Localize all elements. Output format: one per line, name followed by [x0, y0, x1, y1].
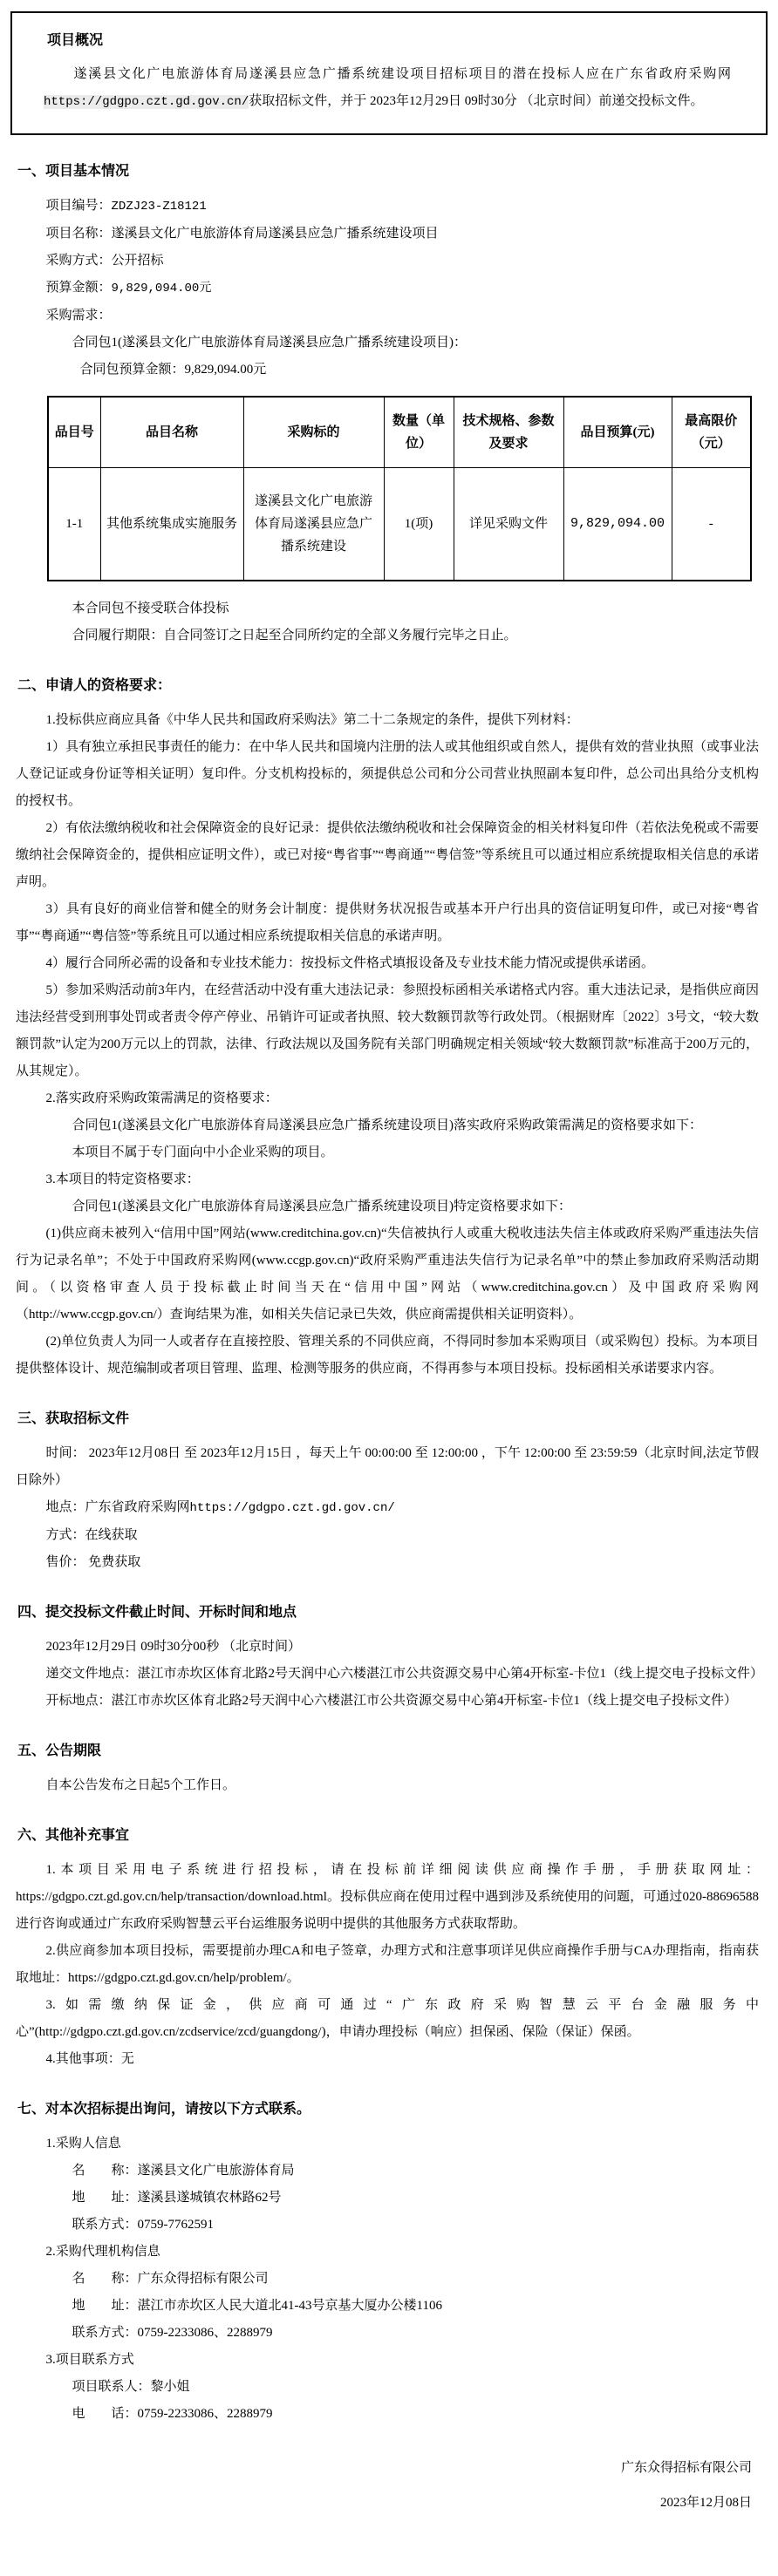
doc-obtain-place-label: 地点：广东省政府采购网: [45, 1500, 190, 1514]
field-project-name-label: 项目名称：: [45, 227, 112, 241]
field-budget-amount-value: 9,829,094.00元: [111, 282, 212, 296]
table-row: [48, 468, 751, 581]
td-tech-specs: 详见采购文件: [454, 468, 563, 581]
qualification-item-2: 2.落实政府采购政策需满足的资格要求：: [45, 1091, 278, 1105]
bid-open-place: 开标地点：湛江市赤坎区体育北路2号天润中心六楼湛江市公共资源交易中心第4开标室-卡位1（线上提交电子投标文件）: [45, 1694, 738, 1708]
table-header-row: [48, 397, 751, 468]
doc-obtain-place-url: https://gdgpo.czt.gd.gov.cn/: [189, 1501, 395, 1515]
note-contract-period: 合同履行期限：自合同签订之日起至合同所约定的全部义务履行完毕之日止。: [72, 629, 517, 642]
qualification-item-2-package: 合同包1(遂溪县文化广电旅游体育局遂溪县应急广播系统建设项目)落实政府采购政策需满足的资格要求如下：: [72, 1118, 702, 1132]
procurement-items-table: [47, 396, 752, 581]
td-item-no: 1-1: [48, 468, 100, 581]
supplement-item-4: 4.其他事项：无: [45, 2052, 134, 2066]
footer-date: 2023年12月08日: [659, 2496, 752, 2510]
qualification-item-3-package: 合同包1(遂溪县文化广电旅游体育局遂溪县应急广播系统建设项目)特定资格要求如下：: [72, 1200, 571, 1213]
td-quantity-unit: 1(项): [384, 468, 454, 581]
td-max-price: -: [672, 468, 751, 581]
field-project-number: [16, 193, 759, 221]
purchaser-address: 地 址：遂溪县遂城镇农林路62号: [72, 2191, 282, 2205]
td-procurement-target: 遂溪县文化广电旅游体育局遂溪县应急广播系统建设: [243, 468, 384, 581]
overview-text-after: 获取招标文件，并于 2023年12月29日 09时30分 （北京时间）前递交投标文件。: [249, 94, 704, 108]
package-budget-line: 合同包预算金额：9,829,094.00元: [79, 363, 267, 377]
project-contact-phone: 电 话：0759-2233086、2288979: [72, 2407, 273, 2421]
package-line: 合同包1(遂溪县文化广电旅游体育局遂溪县应急广播系统建设项目)：: [72, 336, 467, 350]
th-quantity-unit: 数量（单位）: [384, 397, 454, 468]
agency-name: 名 称：广东众得招标有限公司: [72, 2272, 269, 2286]
overview-url: https://gdgpo.czt.gd.gov.cn/: [44, 95, 249, 109]
section-2-heading: 二、申请人的资格要求：: [17, 678, 172, 693]
project-contact-title: 3.项目联系方式: [45, 2353, 134, 2367]
section-5-heading: 五、公告期限: [17, 1743, 102, 1758]
agency-address: 地 址：湛江市赤坎区人民大道北41-43号京基大厦办公楼1106: [72, 2299, 442, 2313]
qualification-item-3-2: (2)单位负责人为同一人或者存在直接控股、管理关系的不同供应商，不得同时参加本采购项目（或采购包）投标。为本项目提供整体设计、规范编制或者项目管理、监理、检测等服务的供应商，不得再参与本项目投标。投标函相关承诺要求内容。: [16, 1335, 759, 1376]
doc-obtain-method: 方式：在线获取: [45, 1528, 138, 1542]
section-1-heading: 一、项目基本情况: [17, 164, 130, 179]
section-3-heading: 三、获取招标文件: [17, 1411, 130, 1426]
td-item-budget: 9,829,094.00: [563, 468, 672, 581]
qualification-item-1: 1.投标供应商应具备《中华人民共和国政府采购法》第二十二条规定的条件，提供下列材料：: [45, 713, 579, 727]
project-contact-person: 项目联系人：黎小姐: [72, 2380, 190, 2394]
th-tech-specs: 技术规格、参数及要求: [454, 397, 563, 468]
doc-obtain-time: 时间： 2023年12月08日 至 2023年12月15日 ，每天上午 00:00:00 至 12:00:00 ，下午 12:00:00 至 23:59:59（北京时间,法定节假日除外）: [16, 1446, 759, 1487]
field-project-name-value: 遂溪县文化广电旅游体育局遂溪县应急广播系统建设项目: [111, 227, 439, 241]
bid-deadline-time: 2023年12月29日 09时30分00秒 （北京时间）: [45, 1640, 302, 1654]
qualification-item-1-5: 5）参加采购活动前3年内，在经营活动中没有重大违法记录：参照投标函相关承诺格式内容。重大违法记录，是指供应商因违法经营受到刑事处罚或者责令停产停业、吊销许可证或者执照、较大数额罚款等行政处罚。（根据财库〔2022〕3号文，“较大数额罚款”认定为200万元以上的罚款，法律、行政法规以及国务院有关部门明确规定相关领域“较大数额罚款”标准高于200万元的，从其规定）。: [16, 983, 759, 1078]
purchaser-name: 名 称：遂溪县文化广电旅游体育局: [72, 2164, 295, 2178]
doc-obtain-price: 售价： 免费获取: [45, 1555, 141, 1569]
supplement-item-3: 3.如需缴纳保证金，供应商可通过“广东政府采购智慧云平台金融服务中心”(http://gdgpo.czt.gd.gov.cn/zcdservice/zcd/guangdong/)，申请办理投标（响应）担保函、保险（保证）保函。: [16, 1998, 759, 2039]
qualification-item-1-3: 3）具有良好的商业信誉和健全的财务会计制度：提供财务状况报告或基本开户行出具的资信证明复印件，或已对接“粤省事”“粤商通”“粤信签”等系统且可以通过相应系统提取相关信息的承诺声明。: [16, 902, 759, 943]
overview-paragraph: [44, 61, 731, 116]
field-procurement-method-label: 采购方式：: [45, 254, 112, 268]
th-item-name: 品目名称: [100, 397, 243, 468]
supplement-item-2: 2.供应商参加本项目投标，需要提前办理CA和电子签章，办理方式和注意事项详见供应商操作手册与CA办理指南，指南获取地址：https://gdgpo.czt.gd.gov.cn/help/problem/。: [16, 1944, 759, 1985]
qualification-item-1-4: 4）履行合同所必需的设备和专业技术能力：按投标文件格式填报设备及专业技术能力情况或提供承诺函。: [45, 956, 655, 970]
field-procurement-method: [16, 248, 759, 275]
doc-obtain-place: [16, 1494, 759, 1522]
qualification-item-1-1: 1）具有独立承担民事责任的能力：在中华人民共和国境内注册的法人或其他组织或自然人，提供有效的营业执照（或事业法人登记证或身份证等相关证明）复印件。分支机构投标的，须提供总公司和分公司营业执照副本复印件，总公司出具给分支机构的授权书。: [16, 740, 760, 808]
agency-contact: 联系方式：0759-2233086、2288979: [72, 2326, 273, 2340]
section-7-heading: 七、对本次招标提出询问，请按以下方式联系。: [17, 2102, 311, 2117]
overview-title: 项目概况: [47, 33, 104, 48]
qualification-item-1-2: 2）有依法缴纳税收和社会保障资金的良好记录：提供依法缴纳税收和社会保障资金的相关材料复印件（若依法免税或不需要缴纳社会保障资金的，提供相应证明文件），或已对接“粤省事”“粤商通”“粤信签”等系统且可以通过相应系统提取相关信息的承诺声明。: [16, 821, 760, 889]
overview-text-before: 遂溪县文化广电旅游体育局遂溪县应急广播系统建设项目招标项目的潜在投标人应在广东省政府采购网: [73, 67, 731, 81]
field-project-number-value: ZDZJ23-Z18121: [111, 200, 207, 214]
section-6-heading: 六、其他补充事宜: [17, 1828, 130, 1843]
field-procurement-method-value: 公开招标: [111, 254, 164, 268]
section-4-heading: 四、提交投标文件截止时间、开标时间和地点: [17, 1605, 297, 1620]
agency-info-title: 2.采购代理机构信息: [45, 2245, 160, 2259]
field-budget-amount: [16, 275, 759, 302]
qualification-item-2-note: 本项目不属于专门面向中小企业采购的项目。: [72, 1145, 334, 1159]
td-item-name: 其他系统集成实施服务: [100, 468, 243, 581]
purchaser-info-title: 1.采购人信息: [45, 2137, 121, 2151]
announcement-period: 自本公告发布之日起5个工作日。: [45, 1778, 236, 1792]
note-no-consortium: 本合同包不接受联合体投标: [72, 602, 229, 615]
overview-box: [10, 11, 768, 135]
procurement-notice-document: [0, 11, 778, 2576]
bid-submit-place: 递交文件地点：湛江市赤坎区体育北路2号天润中心六楼湛江市公共资源交易中心第4开标室-卡位1（线上提交电子投标文件）: [45, 1667, 764, 1681]
qualification-item-3: 3.本项目的特定资格要求：: [45, 1172, 200, 1186]
th-item-no: 品目号: [48, 397, 100, 468]
footer-agency-name: 广东众得招标有限公司: [620, 2461, 752, 2475]
th-procurement-target: 采购标的: [243, 397, 384, 468]
field-procurement-demand: [16, 302, 759, 330]
purchaser-contact: 联系方式：0759-7762591: [72, 2218, 214, 2232]
th-max-price: 最高限价（元）: [672, 397, 751, 468]
field-budget-amount-label: 预算金额：: [45, 281, 112, 295]
qualification-item-3-1: (1)供应商未被列入“信用中国”网站(www.creditchina.gov.cn)“失信被执行人或重大税收违法失信主体或政府采购严重违法失信行为记录名单”；不处于中国政府采购网(www.ccgp.gov.cn)“政府采购严重违法失信行为记录名单”中的禁止参加政府采购活动期间。（以资格审查人员于投标截止时间当天在“信用中国”网站（www.creditchina.gov.cn）及中国政府采购网（http://www.ccgp.gov.cn/）查询结果为准，如相关失信记录已失效，供应商需提供相关证明资料）。: [16, 1227, 759, 1322]
footer: [0, 2450, 778, 2520]
th-item-budget: 品目预算(元): [563, 397, 672, 468]
supplement-item-1: 1.本项目采用电子系统进行招投标，请在投标前详细阅读供应商操作手册，手册获取网址：https://gdgpo.czt.gd.gov.cn/help/transaction/download.html。投标供应商在使用过程中遇到涉及系统使用的问题，可通过020-88696588 进行咨询或通过广东政府采购智慧云平台运维服务说明中提供的其他服务方式获取帮助。: [16, 1863, 759, 1931]
field-project-number-label: 项目编号：: [45, 199, 112, 213]
field-procurement-demand-label: 采购需求：: [45, 309, 112, 323]
field-project-name: [16, 221, 759, 248]
